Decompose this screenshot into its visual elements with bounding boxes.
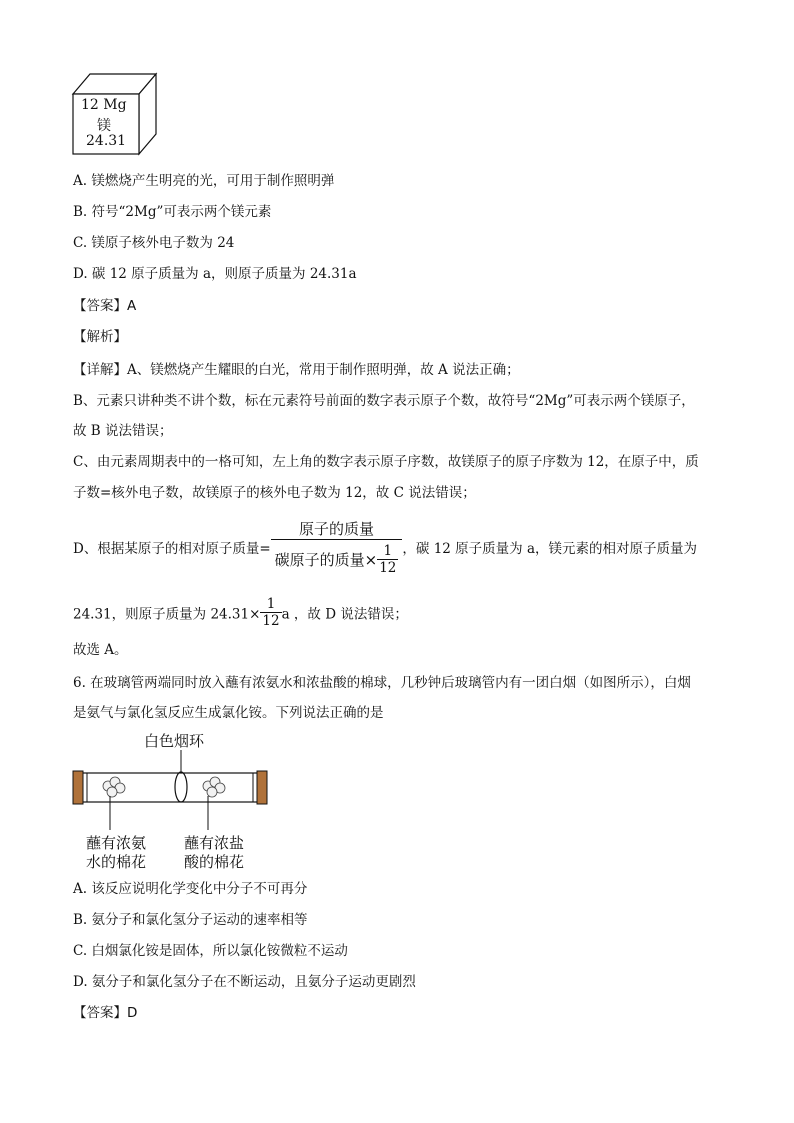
q5-answer: 【答案】A — [73, 298, 137, 314]
q5-choose: 故选 A。 — [73, 642, 128, 658]
q5-detail-d-pre: D、根据某原子的相对原子质量= — [73, 541, 271, 557]
q6-option-b: B. 氨分子和氯化氢分子运动的速率相等 — [73, 912, 308, 928]
q5-detail-b1: B、元素只讲种类不讲个数，标在元素符号前面的数字表示原子个数，故符号“2Mg”可表示两个镁原子， — [73, 393, 695, 409]
element-name: 镁 — [97, 118, 111, 134]
figure-label-ammonia-2: 水的棉花 — [86, 853, 147, 871]
q5-option-c: C. 镁原子核外电子数为 24 — [73, 235, 235, 251]
formula-denominator-text: 碳原子的质量× — [274, 551, 378, 569]
one-twelfth-fraction — [377, 543, 398, 576]
element-atomic-number-symbol: 12 Mg — [81, 97, 127, 113]
q5-detail-c2: 子数=核外电子数，故镁原子的核外电子数为 12，故 C 说法错误； — [73, 485, 476, 501]
one-twelfth-den: 12 — [379, 560, 397, 576]
d2-fraction — [260, 596, 281, 629]
q5-detail-d-post: ，碳 12 原子质量为 a，镁元素的相对原子质量为 — [402, 541, 698, 557]
glass-tube-figure — [70, 726, 270, 874]
element-atomic-mass: 24.31 — [86, 133, 127, 149]
q5-detail-c1: C、由元素周期表中的一格可知，左上角的数字表示原子序数，故镁原子的原子序数为 12，在原子中，质 — [73, 454, 699, 470]
q5-detail-d-line — [73, 518, 697, 576]
q5-option-d: D. 碳 12 原子质量为 a，则原子质量为 24.31a — [73, 266, 357, 282]
q6-stem-line2: 是氨气与氯化氢反应生成氯化铵。下列说法正确的是 — [73, 705, 384, 721]
q6-option-a: A. 该反应说明化学变化中分子不可再分 — [73, 881, 308, 897]
q6-option-c: C. 白烟氯化铵是固体，所以氯化铵微粒不运动 — [73, 943, 348, 959]
d2-fraction-num: 1 — [260, 596, 281, 613]
q5-option-b: B. 符号“2Mg”可表示两个镁元素 — [73, 204, 272, 220]
figure-label-hcl-1: 蘸有浓盐 — [184, 834, 245, 852]
q6-option-d: D. 氨分子和氯化氢分子在不断运动，且氨分子运动更剧烈 — [73, 974, 416, 990]
d2-fraction-den: 12 — [262, 613, 280, 629]
formula-numerator: 原子的质量 — [271, 518, 403, 540]
q5-detail-b2: 故 B 说法错误； — [73, 423, 173, 439]
q5-option-a: A. 镁燃烧产生明亮的光，可用于制作照明弹 — [73, 173, 335, 189]
q5-detail-a: 【详解】A、镁燃烧产生耀眼的白光，常用于制作照明弹，故 A 说法正确； — [73, 362, 520, 378]
q5-detail-d2-pre: 24.31，则原子质量为 24.31× — [73, 606, 261, 623]
q6-answer: 【答案】D — [73, 1005, 138, 1021]
relative-mass-formula — [271, 518, 403, 576]
magnesium-element-cube — [70, 70, 166, 156]
figure-label-hcl-2: 酸的棉花 — [184, 853, 245, 871]
q5-analysis-heading: 【解析】 — [73, 329, 127, 345]
q5-detail-d2-post: a ，故 D 说法错误； — [281, 606, 408, 623]
figure-label-ammonia-1: 蘸有浓氨 — [86, 834, 147, 852]
figure-label-white-smoke-ring: 白色烟环 — [144, 732, 205, 750]
one-twelfth-num: 1 — [377, 543, 398, 560]
q5-detail-d2-line — [73, 596, 408, 629]
q6-stem-line1: 6. 在玻璃管两端同时放入蘸有浓氨水和浓盐酸的棉球，几秒钟后玻璃管内有一团白烟（如图所示），白烟 — [73, 675, 691, 691]
